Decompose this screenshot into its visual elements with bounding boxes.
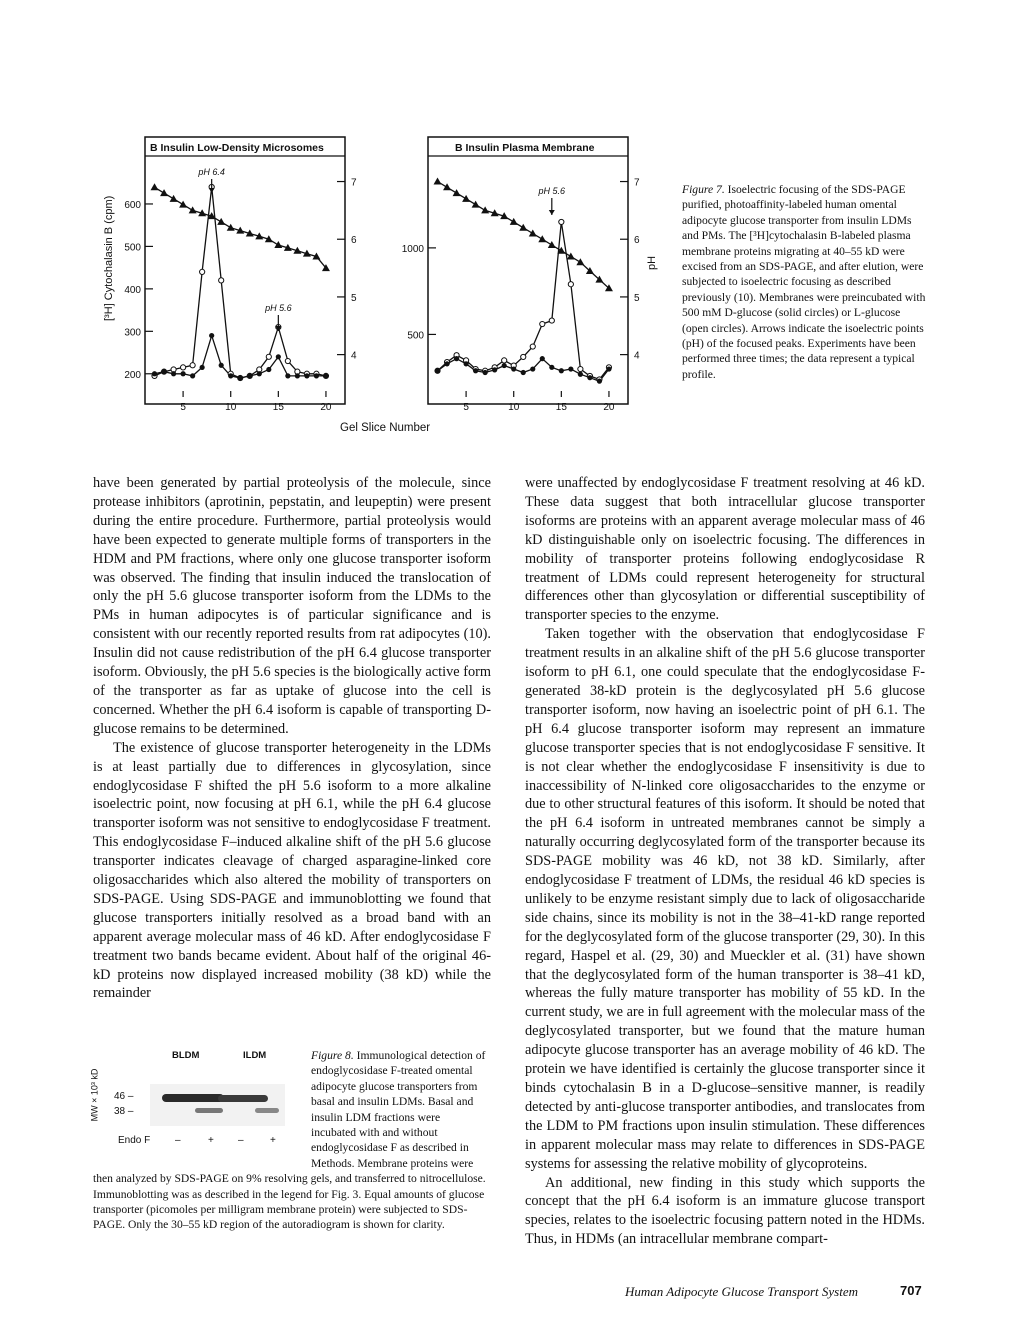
panel-a-solid-point [314, 373, 319, 378]
panel-a-solid-point [276, 354, 281, 359]
panel-a-solid-point [209, 333, 214, 338]
panel-a-ytick-label: 600 [124, 199, 141, 211]
right-paragraph-1: were unaffected by endoglycosidase F treatment resolving at 46 kD. These data suggest that both intracellular glucose transporter isoforms are proteins with an apparent average molecular mass of 46 kD distinguishable only on isoelectric focusing. The differences in mobility of transporter proteins following endoglycosidase R treatment of LDMs could represent heterogeneity for structural differences other than glycosylation or differential susceptibility of transporter species to the enzyme. [525, 475, 925, 624]
figure8-caption-text: Immunological detection of endoglycosidase F-treated omental adipocyte glucose transporters from basal and insulin LDMs. Basal and insulin LDM fractions were incubated with and without endoglycosidase F as described in Methods. Membrane proteins were then analyzed by SDS-PAGE on 9% resolving gels, and transferred to nitrocellulose. Immunoblotting was as described in the legend for Fig. 3. Equal amounts of glucose transporter (picomoles per milligram membrane protein) were subjected to SDS-PAGE. Only the 30–55 kD region of the autoradiogram is shown for clarity. [93, 1049, 486, 1232]
panel-a-solid-point [190, 373, 195, 378]
panel-b-ph-point [481, 206, 489, 213]
panel-a-ylabel: [³H] Cytochalasin B (cpm) [103, 195, 115, 321]
panel-b-ph-point [576, 258, 584, 265]
panel-a-solid-point [171, 371, 176, 376]
panel-b-ph-line [438, 182, 610, 289]
panel-a-open-point [285, 358, 290, 363]
panel-a-title: B Insulin Low-Density Microsomes [150, 142, 324, 154]
panel-b-ph-point [510, 218, 518, 225]
arrow-ph64-label: pH 6.4 [198, 167, 225, 177]
panel-b-ph-tick-label: 5 [634, 292, 640, 304]
panel-a-solid-point [152, 371, 157, 376]
panel-b-xtick-label: 20 [603, 402, 615, 413]
left-paragraph-2: The existence of glucose transporter heterogeneity in the LDMs is at least partially due to differences in glycosylation, since endoglycosidase F shifted the pH 5.6 isoform to a more alkaline isoelectric point, now focusing at pH 6.1, while the pH 6.4 glucose transporter isoform was not sensitive to endoglycosidase F treatment. This endoglycosidase F–induced alkaline shift of the pH 5.6 glucose transporter indicates cleavage of charged asparagine-linked core oligosaccharides which also altered the mobility of transporters on SDS-PAGE. Using SDS-PAGE and immunoblotting we found that glucose transporters initially resolved as a broad band with an apparent average molecular mass of 46 kD. After endoglycosidase F treatment two bands became evident. About half of the original 46-kD proteins now displayed increased mobility (38 kD) while the remainder [93, 739, 491, 1002]
panel-a-ph-point [151, 183, 159, 190]
marker-38: 38 – [114, 1106, 134, 1117]
panel-b-open-point [521, 354, 526, 359]
panel-a-ytick-label: 200 [124, 369, 141, 381]
panel-a-xtick-label: 5 [180, 402, 186, 413]
endo-sign-1: – [175, 1135, 181, 1146]
panel-b-xtick-label: 5 [463, 402, 469, 413]
panel-a-ph-point [170, 195, 178, 202]
panel-a-xtick-label: 15 [272, 402, 284, 413]
panel-a-ph-point [227, 224, 235, 231]
panel-a-ph-tick-label: 5 [351, 292, 357, 304]
panel-a-open-line [155, 187, 327, 378]
panel-a-solid-point [266, 367, 271, 372]
panel-a-solid-point [285, 373, 290, 378]
panel-b-solid-point [473, 368, 478, 373]
arrow-ph56-b-label: pH 5.6 [538, 186, 566, 196]
panel-b-solid-point [597, 379, 602, 384]
panel-b-title: B Insulin Plasma Membrane [455, 142, 595, 154]
panel-a-open-point [180, 365, 185, 370]
panel-b-solid-point [568, 366, 573, 371]
panel-b-solid-point [549, 365, 554, 370]
panel-b-ph-tick-label: 4 [634, 350, 640, 362]
panel-b-solid-point [578, 372, 583, 377]
right-column [525, 474, 925, 1249]
panel-b-solid-point [530, 366, 535, 371]
panel-b-open-point [540, 321, 545, 326]
x-axis-label: Gel Slice Number [340, 422, 431, 434]
panel-b-ytick-label: 500 [407, 330, 424, 342]
panel-a-solid-point [295, 373, 300, 378]
panel-b-ph-point [453, 189, 461, 196]
panel-b-solid-point [606, 366, 611, 371]
figure7-caption [682, 182, 927, 382]
panel-a-solid-point [304, 373, 309, 378]
arrow-ph56-b-arrow-head [549, 210, 555, 215]
figure8-caption [93, 1048, 488, 1233]
figure8-caption-label: Figure 8. [311, 1049, 354, 1062]
panel-a-ph-tick-label: 4 [351, 350, 357, 362]
panel-a-open-point [266, 354, 271, 359]
page-number: 707 [900, 1283, 922, 1298]
panel-b [402, 137, 658, 413]
panel-a-xtick-label: 20 [320, 402, 332, 413]
panel-a-xtick-label: 10 [225, 402, 237, 413]
running-title: Human Adipocyte Glucose Transport System [625, 1284, 859, 1299]
panel-a-solid-point [238, 375, 243, 380]
panel-a-ytick-label: 500 [124, 242, 141, 254]
panel-b-ph-point [567, 253, 575, 260]
arrow-ph64-arrow-head [209, 188, 215, 193]
panel-b-solid-point [444, 361, 449, 366]
panel-b-solid-point [521, 370, 526, 375]
panel-a-solid-point [180, 371, 185, 376]
panel-b-solid-point [540, 356, 545, 361]
panel-a-ph-point [160, 189, 168, 196]
panel-a-open-point [200, 269, 205, 274]
panel-a-ph-tick-label: 6 [351, 235, 357, 247]
panel-b-ph-point [443, 183, 451, 190]
panel-b-ph-point [434, 178, 442, 185]
panel-b-ph-tick-label: 6 [634, 235, 640, 247]
panel-a-solid-point [219, 363, 224, 368]
panel-a-solid-point [228, 373, 233, 378]
panel-b-ph-point [529, 229, 537, 236]
panel-b-ph-point [548, 241, 556, 248]
panel-a-ph-tick-label: 7 [351, 177, 357, 189]
panel-b-ph-label: pH [646, 255, 658, 270]
panel-b-ytick-label: 1000 [401, 243, 424, 255]
panel-b-solid-point [483, 370, 488, 375]
endo-sign-2: + [208, 1135, 214, 1146]
panel-a [103, 137, 357, 413]
panel-b-ph-point [472, 201, 480, 208]
panel-b-solid-point [559, 368, 564, 373]
right-paragraph-2: Taken together with the observation that endoglycosidase F treatment results in an alkaline shift of the pH 5.6 glucose transporter isoform to pH 6.1, one could speculate that the endoglycosidase F-generated 38-kD protein is the deglycosylated pH 5.6 glucose transporter isoform, now having an isoelectric point of pH 6.1. The pH 6.4 glucose transporter isoform may represent an immature glucose transporter species that is not endoglycosidase F sensitive. It is not clear whether the endoglycosidase F insensitivity is due to inaccessibility of N-linked core oligosaccharides to the enzyme or due to other structural features of this isoform. It should be noted that the pH 6.4 isoform in untreated membranes cannot be simply a naturally occurring deglycosylated form of the transporter because its SDS-PAGE mobility was 46 kD, not 38 kD. Similarly, after endoglycosidase F treatment of LDMs, the residual 46 kD species is unlikely to be enzyme resistant simply due to lack of oligosaccharide side chains, since its mobility is not in the 38–41-kD range reported for the deglycosylated form of the glucose transporter (29, 30). In this regard, Haspel et al. (29, 30) and Mueckler et al. (31) have shown that the deglycosylated form of the human transporter is 38–41 kD, whereas the fully mature transporter has mobility of 55 kD. In the current study, we are in full agreement with the molecular mass of the deglycosylated transporter, but we found that the mature human adipocyte glucose transporter has an average mobility of 46 kD. The protein we have identified is certainly the glucose transporter since it binds cytochalasin B in a D-glucose–sensitive manner, is readily detected by anti-glucose transporter antibodies, and translocates from the LDM to PM fractions upon insulin stimulation. These differences in apparent molecular mass may relate to differences in SDS-PAGE systems for assessing the relative mobility of glycoproteins. [525, 626, 925, 1172]
endo-sign-4: + [270, 1135, 276, 1146]
figure7 [70, 125, 670, 440]
panel-b-open-point [568, 282, 573, 287]
arrow-ph56-a-label: pH 5.6 [265, 303, 292, 313]
marker-46: 46 – [114, 1091, 134, 1102]
panel-b-solid-point [463, 361, 468, 366]
right-paragraph-3: An additional, new finding in this study which supports the concept that the pH 6.4 isoform is an immature glucose transport species, relates to the isoelectric focusing pattern noted in the HDMs. Thus, in HDMs (an intracellular membrane compart- [525, 1174, 925, 1248]
left-column [93, 474, 491, 1003]
panel-a-solid-point [323, 373, 328, 378]
panel-b-solid-point [502, 363, 507, 368]
panel-b-ph-point [462, 195, 470, 202]
panel-a-open-point [219, 278, 224, 283]
panel-a-solid-point [161, 369, 166, 374]
panel-b-solid-point [454, 356, 459, 361]
panel-b-solid-point [587, 375, 592, 380]
panel-b-ph-tick-label: 7 [634, 177, 640, 189]
figure7-caption-text: Isoelectric focusing of the SDS-PAGE purified, photoaffinity-labeled human omental adipocyte glucose transporter from insulin LDMs and PMs. The [³H]cytochalasin B-labeled plasma membrane proteins migrating at 40–55 kD were excised from an SDS-PAGE, and after elution, were subjected to isoelectric focusing as described previously (10). Membranes were preincubated with 500 mM D-glucose (solid circles) or L-glucose (open circles). Arrows indicate the isoelectric points (pH) of the focused peaks. Experiments have been performed three times; the data represent a typical profile. [682, 183, 926, 381]
panel-a-open-point [190, 363, 195, 368]
panel-b-solid-point [435, 368, 440, 373]
panel-a-solid-point [200, 365, 205, 370]
panel-b-xtick-label: 15 [555, 402, 567, 413]
panel-b-open-point [549, 318, 554, 323]
lane-label-bldm: BLDM [172, 1050, 200, 1061]
panel-b-ph-point [538, 235, 546, 242]
figure7-caption-label: Figure 7. [682, 183, 725, 196]
panel-b-open-point [578, 366, 583, 371]
panel-a-ph-point [217, 218, 225, 225]
panel-b-open-point [530, 344, 535, 349]
endo-f-label: Endo F [118, 1135, 151, 1146]
panel-a-ph-point [179, 201, 187, 208]
lane-label-ildm: ILDM [243, 1050, 267, 1061]
panel-a-ytick-label: 400 [124, 284, 141, 296]
panel-a-solid-point [257, 371, 262, 376]
panel-a-solid-point [247, 373, 252, 378]
panel-a-ph-point [274, 241, 282, 248]
panel-b-solid-point [492, 367, 497, 372]
panel-b-open-point [502, 358, 507, 363]
panel-b-ph-point [519, 224, 527, 231]
panel-b-open-point [559, 219, 564, 224]
panel-b-solid-point [511, 366, 516, 371]
left-paragraph-1: have been generated by partial proteolysis of the molecule, since protease inhibitors (aprotinin, pepstatin, and leupeptin) were present during the entire procedure. Furthermore, partial proteolysis would have been expected to generate multiple forms of transporters in the HDM and PM fractions, where only one glucose transporter isoform was observed. The finding that insulin induced the translocation of only the pH 5.6 glucose transporter isoform from the LDMs to the PMs in human adipocytes is of particular significance and is consistent with our recently reported results from rat adipocytes (10). Insulin did not cause redistribution of the pH 6.4 glucose transporter isoform. Obviously, the pH 5.6 species is the biologically active form of the transporter as far as uptake of glucose into the cell is concerned. Whether the pH 6.4 isoform is capable of transporting D-glucose remains to be determined. [93, 475, 491, 737]
panel-a-ytick-label: 300 [124, 327, 141, 339]
endo-sign-3: – [238, 1135, 244, 1146]
panel-a-ph-point [189, 206, 197, 213]
mw-axis-label: MW × 10³ kD [89, 1068, 100, 1122]
panel-b-xtick-label: 10 [508, 402, 520, 413]
